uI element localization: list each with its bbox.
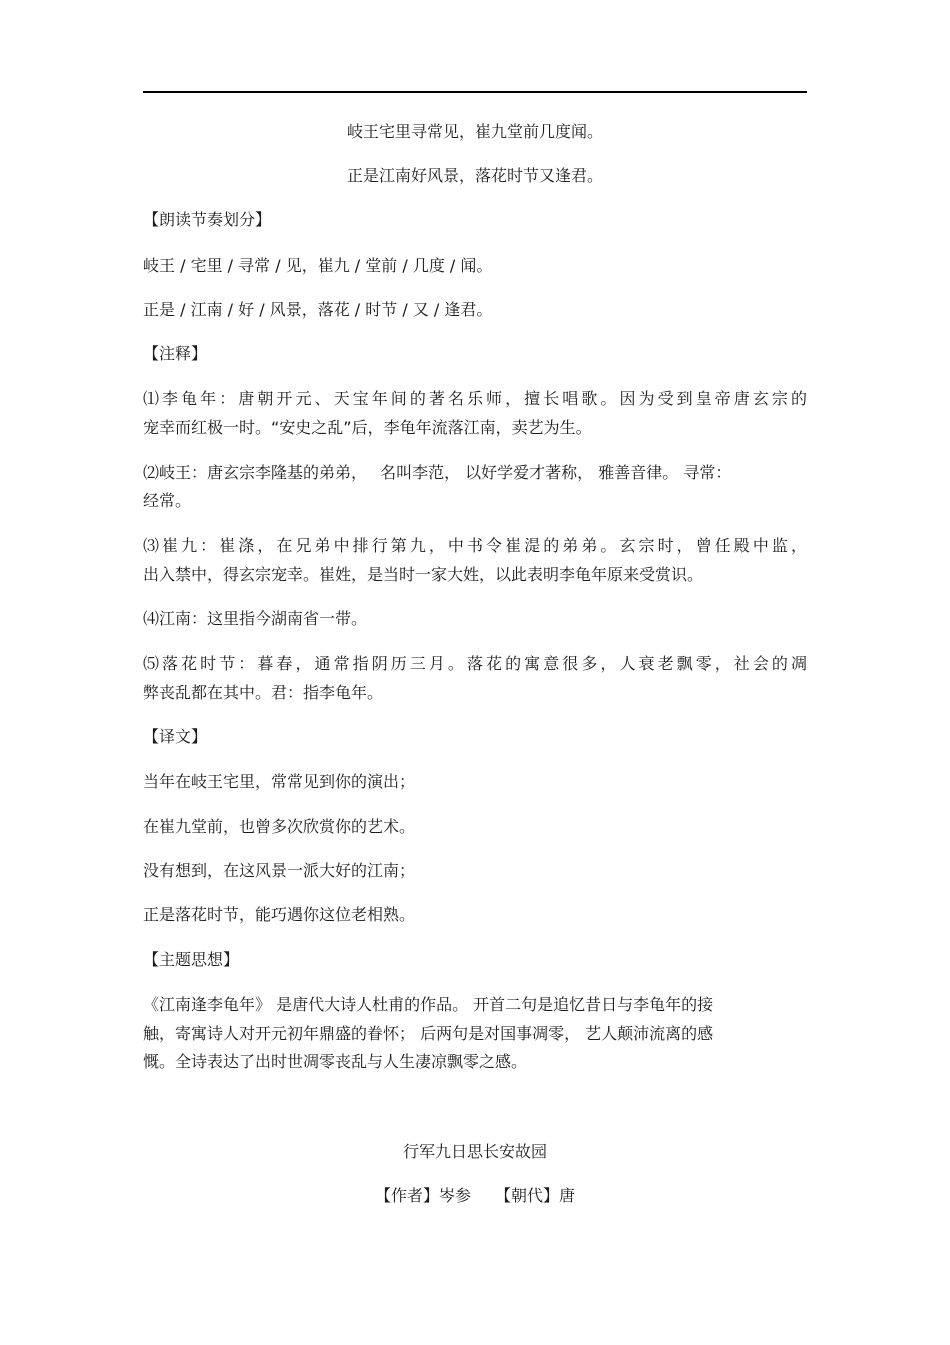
theme-line-3: 慨。全诗表达了出时世凋零丧乱与人生凄凉飘零之感。 xyxy=(143,1052,528,1071)
translation-line-3: 没有想到，在这风景一派大好的江南； xyxy=(143,861,416,880)
note-line-3: ⑵岐王：唐玄宗李隆基的弟弟， 名叫李范， 以好学爱才著称， 雅善音律。 寻常： xyxy=(143,463,732,482)
translation-line-4: 正是落花时节，能巧遇你这位老相熟。 xyxy=(143,905,416,924)
header-rule xyxy=(143,91,807,93)
note-line-1: ⑴李龟年：唐朝开元、天宝年间的著名乐师，擅长唱歌。因为受到皇帝唐玄宗的 xyxy=(143,389,807,408)
next-poem-title: 行军九日思长安故园 xyxy=(402,1142,547,1161)
rhythm-line-2: 正是 / 江南 / 好 / 风景，落花 / 时节 / 又 / 逢君。 xyxy=(143,300,493,319)
theme-line-2: 触，寄寓诗人对开元初年鼎盛的眷怀； 后两句是对国事凋零， 艺人颠沛流离的感 xyxy=(143,1024,714,1043)
notes-heading: 【注释】 xyxy=(143,344,208,363)
note-line-5: ⑶崔九：崔涤，在兄弟中排行第九，中书令崔湜的弟弟。玄宗时，曾任殿中监， xyxy=(143,536,807,555)
next-poem-author-line: 【作者】岑参 【朝代】唐 xyxy=(374,1186,575,1205)
note-line-4: 经常。 xyxy=(143,491,192,510)
note-line-6: 出入禁中，得玄宗宠幸。崔姓，是当时一家大姓，以此表明李龟年原来受赏识。 xyxy=(143,565,704,584)
theme-line-1: 《江南逢李龟年》 是唐代大诗人杜甫的作品。 开首二句是追忆昔日与李龟年的接 xyxy=(143,995,714,1014)
poem-line-2: 正是江南好风景，落花时节又逢君。 xyxy=(346,166,603,185)
translation-heading: 【译文】 xyxy=(143,727,208,746)
note-line-9: 弊丧乱都在其中。君：指李龟年。 xyxy=(143,683,384,702)
note-line-2: 宠幸而红极一时。“安史之乱”后，李龟年流落江南，卖艺为生。 xyxy=(143,418,592,437)
note-line-8: ⑸落花时节：暮春，通常指阴历三月。落花的寓意很多，人衰老飘零，社会的凋 xyxy=(143,654,807,673)
rhythm-line-1: 岐王 / 宅里 / 寻常 / 见，崔九 / 堂前 / 几度 / 闻。 xyxy=(143,256,493,275)
poem-line-1: 岐王宅里寻常见，崔九堂前几度闻。 xyxy=(346,122,603,141)
translation-line-2: 在崔九堂前，也曾多次欣赏你的艺术。 xyxy=(143,817,416,836)
rhythm-heading: 【朗读节奏划分】 xyxy=(143,210,272,229)
translation-line-1: 当年在岐王宅里，常常见到你的演出； xyxy=(143,772,416,791)
note-line-7: ⑷江南：这里指今湖南省一带。 xyxy=(143,609,368,628)
theme-heading: 【主题思想】 xyxy=(143,950,240,969)
